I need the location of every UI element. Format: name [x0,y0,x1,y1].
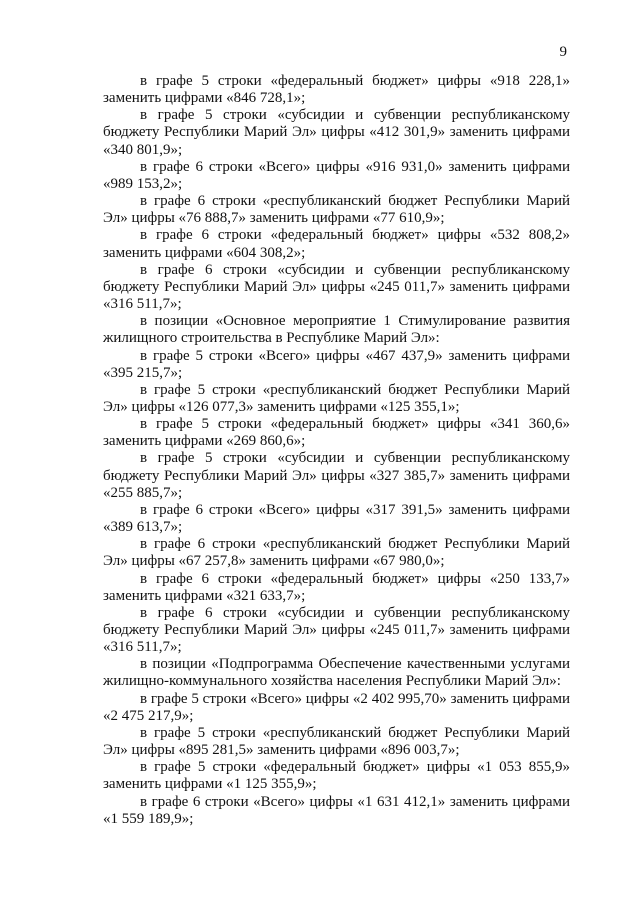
paragraph: в графе 5 строки «федеральный бюджет» цифры «341 360,6» заменить цифрами «269 860,6»; [103,416,570,450]
paragraph: в позиции «Основное мероприятие 1 Стимулирование развития жилищного строительства в Республике Марий Эл»: [103,313,570,347]
paragraph: в графе 6 строки «республиканский бюджет Республики Марий Эл» цифры «76 888,7» заменить цифрами «77 610,9»; [103,193,570,227]
paragraph: в графе 5 строки «республиканский бюджет Республики Марий Эл» цифры «126 077,3» заменить цифрами «125 355,1»; [103,381,570,415]
paragraph: в графе 6 строки «республиканский бюджет Республики Марий Эл» цифры «67 257,8» заменить цифрами «67 980,0»; [103,536,570,570]
paragraph: в графе 6 строки «Всего» цифры «916 931,0» заменить цифрами «989 153,2»; [103,158,570,192]
paragraph: в графе 6 строки «федеральный бюджет» цифры «532 808,2» заменить цифрами «604 308,2»; [103,227,570,261]
paragraph: в графе 5 строки «Всего» цифры «467 437,9» заменить цифрами «395 215,7»; [103,347,570,381]
paragraph: в позиции «Подпрограмма Обеспечение качественными услугами жилищно-коммунального хозяйства населения Республики Марий Эл»: [103,656,570,690]
paragraph: в графе 6 строки «субсидии и субвенции республиканскому бюджету Республики Марий Эл» цифры «245 011,7» заменить цифрами «316 511,7»; [103,261,570,313]
paragraph: в графе 5 строки «федеральный бюджет» цифры «1 053 855,9» заменить цифрами «1 125 355,9»; [103,759,570,793]
paragraph: в графе 5 строки «субсидии и субвенции республиканскому бюджету Республики Марий Эл» цифры «327 385,7» заменить цифрами «255 885,7»; [103,450,570,501]
paragraph: в графе 5 строки «Всего» цифры «2 402 995,70» заменить цифрами «2 475 217,9»; [103,690,570,724]
paragraph: в графе 6 строки «Всего» цифры «317 391,5» заменить цифрами «389 613,7»; [103,501,570,536]
paragraph: в графе 6 строки «Всего» цифры «1 631 412,1» заменить цифрами «1 559 189,9»; [103,793,570,827]
document-body [103,73,570,828]
paragraph: в графе 6 строки «субсидии и субвенции республиканскому бюджету Республики Марий Эл» цифры «245 011,7» заменить цифрами «316 511,7»; [103,604,570,656]
paragraph: в графе 5 строки «федеральный бюджет» цифры «918 228,1» заменить цифрами «846 728,1»; [103,73,570,107]
paragraph: в графе 5 строки «субсидии и субвенции республиканскому бюджету Республики Марий Эл» цифры «412 301,9» заменить цифрами «340 801,9»; [103,107,570,158]
page-number: 9 [559,44,567,60]
paragraph: в графе 5 строки «республиканский бюджет Республики Марий Эл» цифры «895 281,5» заменить цифрами «896 003,7»; [103,724,570,759]
paragraph: в графе 6 строки «федеральный бюджет» цифры «250 133,7» заменить цифрами «321 633,7»; [103,570,570,604]
